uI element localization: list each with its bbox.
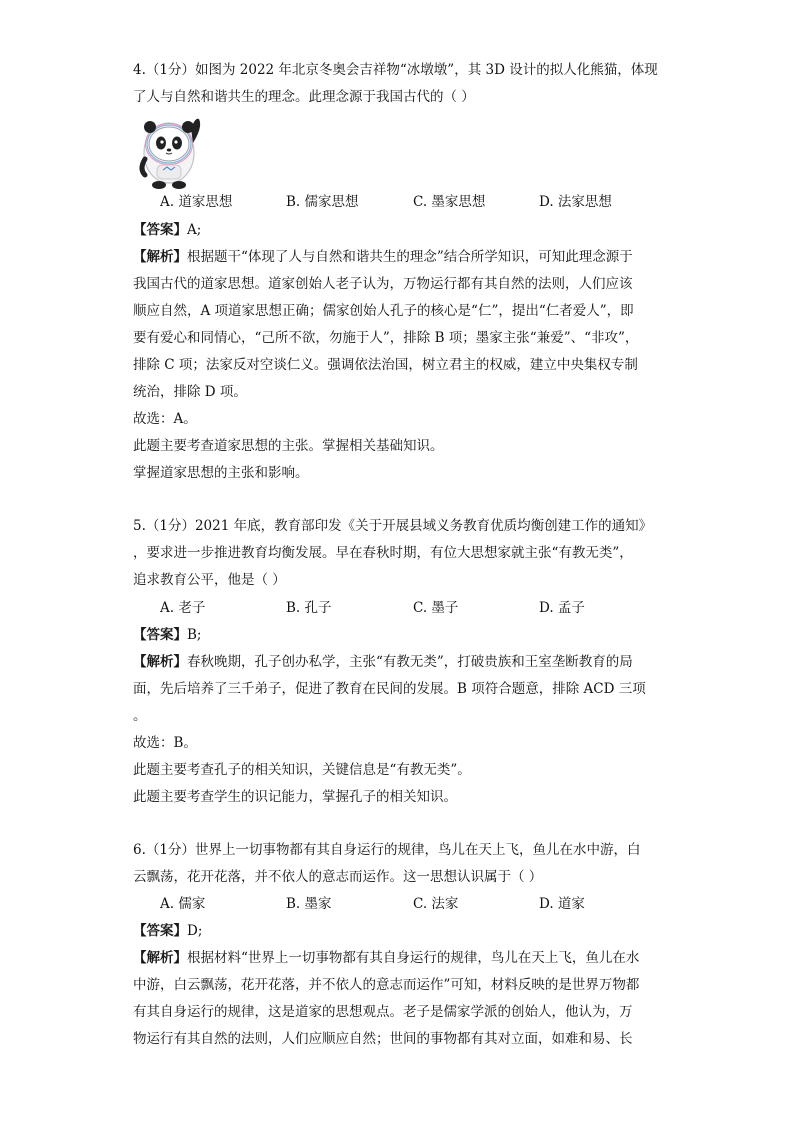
answer-value: A; [187, 222, 202, 238]
q4-option-b: B. 儒家思想 [286, 194, 359, 210]
q6-stem-line-2: 云飘荡，花开花落，并不依人的意志而运作。这一思想认识属于（ ） [133, 869, 543, 885]
q4-option-a: A. 道家思想 [160, 194, 233, 210]
q4-analysis-line-2: 我国古代的道家思想。道家创始人老子认为，万物运行都有其自然的法则，人们应该 [133, 276, 633, 292]
q5-choice: 故选：B。 [133, 735, 197, 751]
q5-option-c: C. 墨子 [413, 600, 459, 616]
answer-tag: 【答案】 [133, 222, 187, 238]
q6-option-c: C. 法家 [413, 896, 459, 912]
q4-note-1: 此题主要考查道家思想的主张。掌握相关基础知识。 [133, 438, 444, 454]
q4-analysis-line-5: 排除 C 项；法家反对空谈仁义。强调依法治国，树立君主的权威，建立中央集权专制 [133, 357, 638, 373]
q4-stem-line-2: 了人与自然和谐共生的理念。此理念源于我国古代的（ ） [133, 89, 475, 105]
q6-stem-line-1: 6.（1分）世界上一切事物都有其自身运行的规律，鸟儿在天上飞，鱼儿在水中游，白 [133, 842, 641, 858]
q6-answer [133, 922, 202, 940]
q6-option-a: A. 儒家 [160, 896, 206, 912]
q6-analysis-line-2: 中游，白云飘荡，花开花落，并不依人的意志而运作”可知，材料反映的是世界万物都 [133, 977, 640, 993]
q4-option-d: D. 法家思想 [539, 194, 612, 210]
bing-dwen-dwen-mascot-image [133, 113, 213, 191]
analysis-text: 春秋晚期，孔子创办私学，主张“有教无类”，打破贵族和王室垄断教育的局 [187, 654, 633, 670]
answer-tag: 【答案】 [133, 923, 187, 939]
analysis-text: 根据题干“体现了人与自然和谐共生的理念”结合所学知识，可知此理念源于 [187, 249, 633, 265]
answer-value: B; [187, 627, 202, 643]
q6-analysis-line-4: 物运行有其自然的法则，人们应顺应自然；世间的事物都有其对立面，如难和易、长 [133, 1031, 633, 1047]
q4-analysis-line-3: 顺应自然，A 项道家思想正确；儒家创始人孔子的核心是“仁”，提出“仁者爱人”，即 [133, 303, 634, 319]
q4-stem-line-1: 4.（1分）如图为 2022 年北京冬奥会吉祥物“冰墩墩”，其 3D 设计的拟人化熊猫，体现 [133, 62, 658, 78]
analysis-tag: 【解析】 [133, 654, 187, 670]
q6-analysis-line-1 [133, 949, 639, 967]
q4-note-2: 掌握道家思想的主张和影响。 [133, 465, 309, 481]
analysis-text: 根据材料“世界上一切事物都有其自身运行的规律，鸟儿在天上飞，鱼儿在水 [187, 950, 640, 966]
q5-stem-line-3: 追求教育公平，他是（ ） [133, 572, 286, 588]
q5-analysis-line-3: 。 [133, 708, 147, 724]
q5-analysis-line-1 [133, 653, 633, 671]
q5-note-2: 此题主要考查学生的识记能力，掌握孔子的相关知识。 [133, 789, 457, 805]
q4-analysis-line-1 [133, 248, 633, 266]
q5-option-a: A. 老子 [160, 600, 206, 616]
q5-option-b: B. 孔子 [286, 600, 332, 616]
q4-option-c: C. 墨家思想 [413, 194, 486, 210]
q6-option-d: D. 道家 [539, 896, 585, 912]
q5-analysis-line-2: 面，先后培养了三千弟子，促进了教育在民间的发展。B 项符合题意，排除 ACD 三项 [133, 681, 646, 697]
q5-note-1: 此题主要考查孔子的相关知识，关键信息是“有教无类”。 [133, 762, 471, 778]
q5-option-d: D. 孟子 [539, 600, 585, 616]
q4-analysis-line-6: 统治，排除 D 项。 [133, 384, 247, 400]
answer-tag: 【答案】 [133, 627, 187, 643]
analysis-tag: 【解析】 [133, 249, 187, 265]
analysis-tag: 【解析】 [133, 950, 187, 966]
q5-answer [133, 626, 201, 644]
answer-value: D; [187, 923, 203, 939]
q5-stem-line-2: ，要求进一步推进教育均衡发展。早在春秋时期，有位大思想家就主张“有教无类”， [133, 545, 633, 561]
q4-choice: 故选：A。 [133, 411, 197, 427]
q6-analysis-line-3: 有其自身运行的规律，这是道家的思想观点。老子是儒家学派的创始人，他认为，万 [133, 1004, 633, 1020]
q5-stem-line-1: 5.（1分）2021 年底，教育部印发《关于开展县域义务教育优质均衡创建工作的通知》 [133, 518, 653, 534]
q4-answer [133, 221, 201, 239]
q6-option-b: B. 墨家 [286, 896, 332, 912]
q4-analysis-line-4: 要有爱心和同情心，“己所不欲，勿施于人”，排除 B 项；墨家主张“兼爱”、“非攻”， [133, 330, 639, 346]
